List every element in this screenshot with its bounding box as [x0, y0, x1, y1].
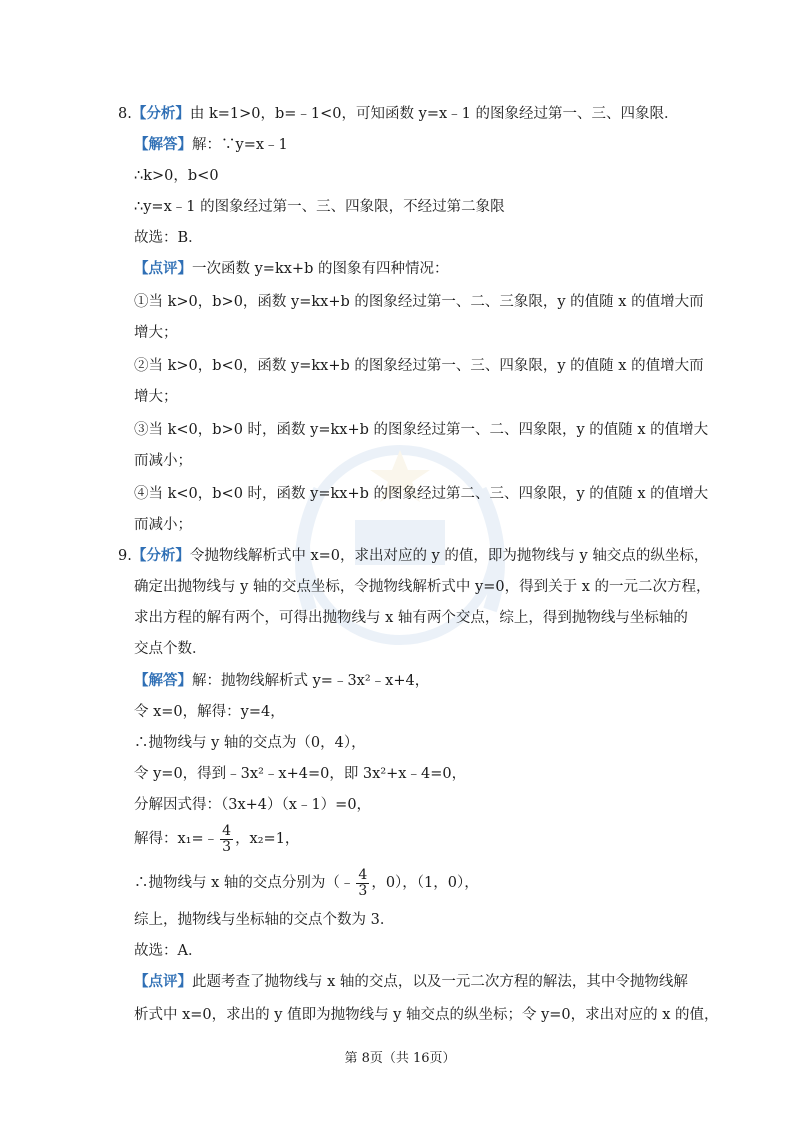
q9-answer: [134, 671, 429, 691]
q8-comment: [134, 259, 448, 279]
q9-analysis-4: 交点个数．: [134, 641, 207, 657]
q8-answer-text: 解：∵y=x﹣1: [192, 137, 288, 153]
q9-line-6: [134, 866, 479, 900]
q9-number: 9.: [118, 548, 132, 564]
fraction-numerator: 4: [222, 822, 232, 839]
q8-analysis-tag: 【分析】: [131, 105, 190, 122]
q8-case3-b: 而减小；: [134, 453, 192, 469]
q8-case2-b: 增大；: [134, 389, 178, 405]
q8-analysis-text: 由 k=1>0，b=﹣1<0，可知函数 y=x﹣1 的图象经过第一、三、四象限．: [189, 106, 679, 122]
fraction-denominator: 3: [222, 838, 232, 855]
q9-comment-tag: 【点评】: [134, 973, 192, 990]
q8-line-a: ∴k>0，b<0: [134, 168, 219, 184]
q8-case1-a: ①当 k>0，b>0，函数 y=kx+b 的图象经过第一、二、三象限，y 的值随 x 的值增大而: [134, 294, 704, 310]
q8-comment-text: 一次函数 y=kx+b 的图象有四种情况：: [192, 261, 449, 277]
fraction-four-thirds-2: [356, 868, 369, 899]
q9-line-4: 分解因式得：（3x+4）（x﹣1）=0，: [134, 797, 372, 813]
q8-case4-b: 而减小；: [134, 517, 192, 533]
q9-analysis-3: 求出方程的解有两个，可得出抛物线与 x 轴有两个交点，综上，得到抛物线与坐标轴的: [134, 610, 688, 626]
q8-number: 8.: [118, 106, 132, 122]
page-footer: 第 8页（共 16页）: [344, 1051, 456, 1066]
q9-line-5-pre: 解得：x₁=﹣: [134, 831, 219, 847]
q9-line-7: 综上，抛物线与坐标轴的交点个数为 3．: [134, 912, 395, 928]
q8-case1-b: 增大；: [134, 325, 178, 341]
q8-case3-a: ③当 k<0，b>0 时，函数 y=kx+b 的图象经过第一、二、四象限，y 的值随 x 的值增大: [134, 422, 709, 438]
q8-line-b: ∴y=x﹣1 的图象经过第一、三、四象限，不经过第二象限: [134, 199, 505, 215]
q8-case4-a: ④当 k<0，b<0 时，函数 y=kx+b 的图象经过第二、三、四象限，y 的值随 x 的值增大: [134, 486, 709, 502]
q9-analysis-1: 令抛物线解析式中 x=0，求出对应的 y 的值，即为抛物线与 y 轴交点的纵坐标，: [189, 548, 709, 564]
q9-line-3: 令 y=0，得到﹣3x²﹣x+4=0，即 3x²+x﹣4=0，: [134, 766, 467, 782]
q9-answer-tag: 【解答】: [134, 672, 192, 689]
q9-line-2: ∴抛物线与 y 轴的交点为（0，4），: [134, 735, 366, 751]
q9-comment-2: 析式中 x=0，求出的 y 值即为抛物线与 y 轴交点的纵坐标；令 y=0，求出对应的 x 的值，: [134, 1007, 719, 1023]
q9-line-6-pre: ∴抛物线与 x 轴的交点分别为（﹣: [134, 875, 355, 891]
q9-analysis: [118, 546, 708, 566]
q8-case2-a: ②当 k>0，b<0，函数 y=kx+b 的图象经过第一、三、四象限，y 的值随 x 的值增大而: [134, 358, 704, 374]
q8-analysis: [118, 104, 678, 124]
q9-analysis-2: 确定出抛物线与 y 轴的交点坐标，令抛物线解析式中 y=0，得到关于 x 的一元二次方程，: [134, 579, 711, 595]
fraction-numerator: 4: [358, 866, 368, 883]
fraction-denominator: 3: [358, 882, 368, 899]
q9-answer-text: 解：抛物线解析式 y=﹣3x²﹣x+4，: [192, 673, 430, 689]
q8-line-c: 故选：B．: [134, 230, 203, 246]
fraction-four-thirds: [220, 824, 233, 855]
q9-line-1: 令 x=0，解得：y=4，: [134, 704, 285, 720]
q8-comment-tag: 【点评】: [134, 260, 192, 277]
q9-comment-1: 此题考查了抛物线与 x 轴的交点，以及一元二次方程的解法，其中令抛物线解: [192, 974, 688, 990]
q9-line-5-post: ，x₂=1，: [235, 831, 300, 847]
q9-line-5: [134, 822, 299, 856]
q9-line-8: 故选：A．: [134, 943, 203, 959]
q9-comment: [134, 972, 688, 992]
q9-analysis-tag: 【分析】: [131, 547, 190, 564]
q9-line-6-post: ，0），（1，0），: [371, 875, 479, 891]
q8-answer-tag: 【解答】: [134, 136, 192, 153]
q8-answer: [134, 135, 288, 155]
